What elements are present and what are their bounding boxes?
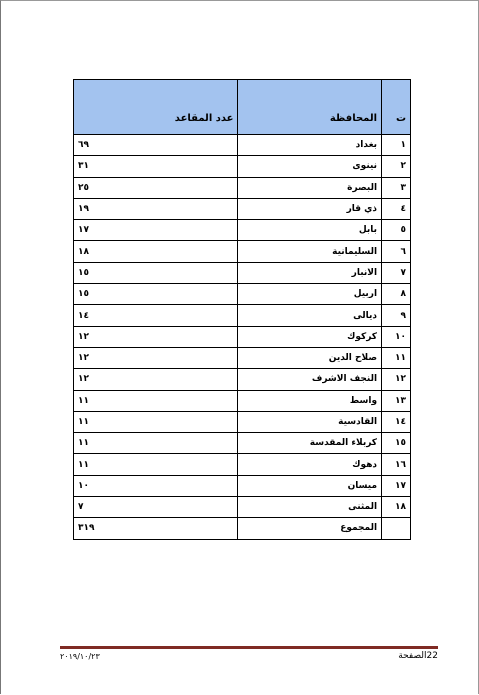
row-governorate: ميسان <box>238 475 382 496</box>
table-row <box>74 241 411 262</box>
row-seats: ١٨ <box>74 241 238 262</box>
table-row <box>74 177 411 198</box>
row-index: ٤ <box>382 198 411 219</box>
row-governorate: كركوك <box>238 326 382 347</box>
header-index: ت <box>382 80 411 135</box>
row-seats: ١١ <box>74 433 238 454</box>
header-seats: عدد المقاعد <box>74 80 238 135</box>
table-row <box>74 390 411 411</box>
row-index: ٥ <box>382 220 411 241</box>
table-row <box>74 497 411 518</box>
row-seats: ١١ <box>74 411 238 432</box>
row-seats: ٧ <box>74 497 238 518</box>
row-index: ١٢ <box>382 369 411 390</box>
row-index: ٨ <box>382 284 411 305</box>
row-seats: ١١ <box>74 390 238 411</box>
row-governorate: صلاح الدين <box>238 347 382 368</box>
table-row <box>74 454 411 475</box>
table-row <box>74 475 411 496</box>
row-index: ١٨ <box>382 497 411 518</box>
row-index: ٧ <box>382 262 411 283</box>
row-index: ١٧ <box>382 475 411 496</box>
row-index: ١٦ <box>382 454 411 475</box>
row-governorate: بغداد <box>238 135 382 156</box>
row-governorate: كربلاء المقدسة <box>238 433 382 454</box>
row-seats: ١٠ <box>74 475 238 496</box>
table-row <box>74 198 411 219</box>
row-governorate: نينوى <box>238 156 382 177</box>
seats-table <box>73 79 411 540</box>
footer-date: ٢٠١٩/١٠/٢٣ <box>60 652 100 661</box>
row-governorate: النجف الاشرف <box>238 369 382 390</box>
row-governorate: السليمانية <box>238 241 382 262</box>
footer-page-number: 22الصفحة <box>398 651 438 661</box>
table-row <box>74 347 411 368</box>
table-row <box>74 326 411 347</box>
table-row <box>74 284 411 305</box>
table-row <box>74 262 411 283</box>
row-governorate: ديالى <box>238 305 382 326</box>
row-index: ١١ <box>382 347 411 368</box>
row-governorate: واسط <box>238 390 382 411</box>
total-value: ٣١٩ <box>74 518 238 539</box>
row-index: ٦ <box>382 241 411 262</box>
row-governorate: الانبار <box>238 262 382 283</box>
table-row <box>74 411 411 432</box>
row-index: ١٣ <box>382 390 411 411</box>
row-index: ١ <box>382 135 411 156</box>
footer-rule <box>60 646 438 649</box>
table-row <box>74 135 411 156</box>
row-index: ١٤ <box>382 411 411 432</box>
row-seats: ١٤ <box>74 305 238 326</box>
row-index: ١٠ <box>382 326 411 347</box>
table-header-row <box>74 80 411 135</box>
row-index: ٢ <box>382 156 411 177</box>
total-index-cell <box>382 518 411 539</box>
row-seats: ١٧ <box>74 220 238 241</box>
row-seats: ١٢ <box>74 326 238 347</box>
row-seats: ١٢ <box>74 369 238 390</box>
row-index: ٩ <box>382 305 411 326</box>
table-row <box>74 305 411 326</box>
row-index: ٣ <box>382 177 411 198</box>
row-governorate: القادسية <box>238 411 382 432</box>
row-seats: ١٩ <box>74 198 238 219</box>
table-row <box>74 156 411 177</box>
row-seats: ١١ <box>74 454 238 475</box>
table-row <box>74 369 411 390</box>
row-governorate: البصرة <box>238 177 382 198</box>
row-index: ١٥ <box>382 433 411 454</box>
table-row <box>74 433 411 454</box>
row-seats: ١٥ <box>74 262 238 283</box>
row-governorate: دهوك <box>238 454 382 475</box>
row-seats: ١٥ <box>74 284 238 305</box>
row-seats: ٦٩ <box>74 135 238 156</box>
row-seats: ١٢ <box>74 347 238 368</box>
table-row <box>74 220 411 241</box>
header-governorate: المحافظة <box>238 80 382 135</box>
row-governorate: بابل <box>238 220 382 241</box>
row-governorate: المثنى <box>238 497 382 518</box>
total-row <box>74 518 411 539</box>
row-governorate: ذي قار <box>238 198 382 219</box>
row-seats: ٢٥ <box>74 177 238 198</box>
row-seats: ٣١ <box>74 156 238 177</box>
row-governorate: اربيل <box>238 284 382 305</box>
total-label: المجموع <box>238 518 382 539</box>
